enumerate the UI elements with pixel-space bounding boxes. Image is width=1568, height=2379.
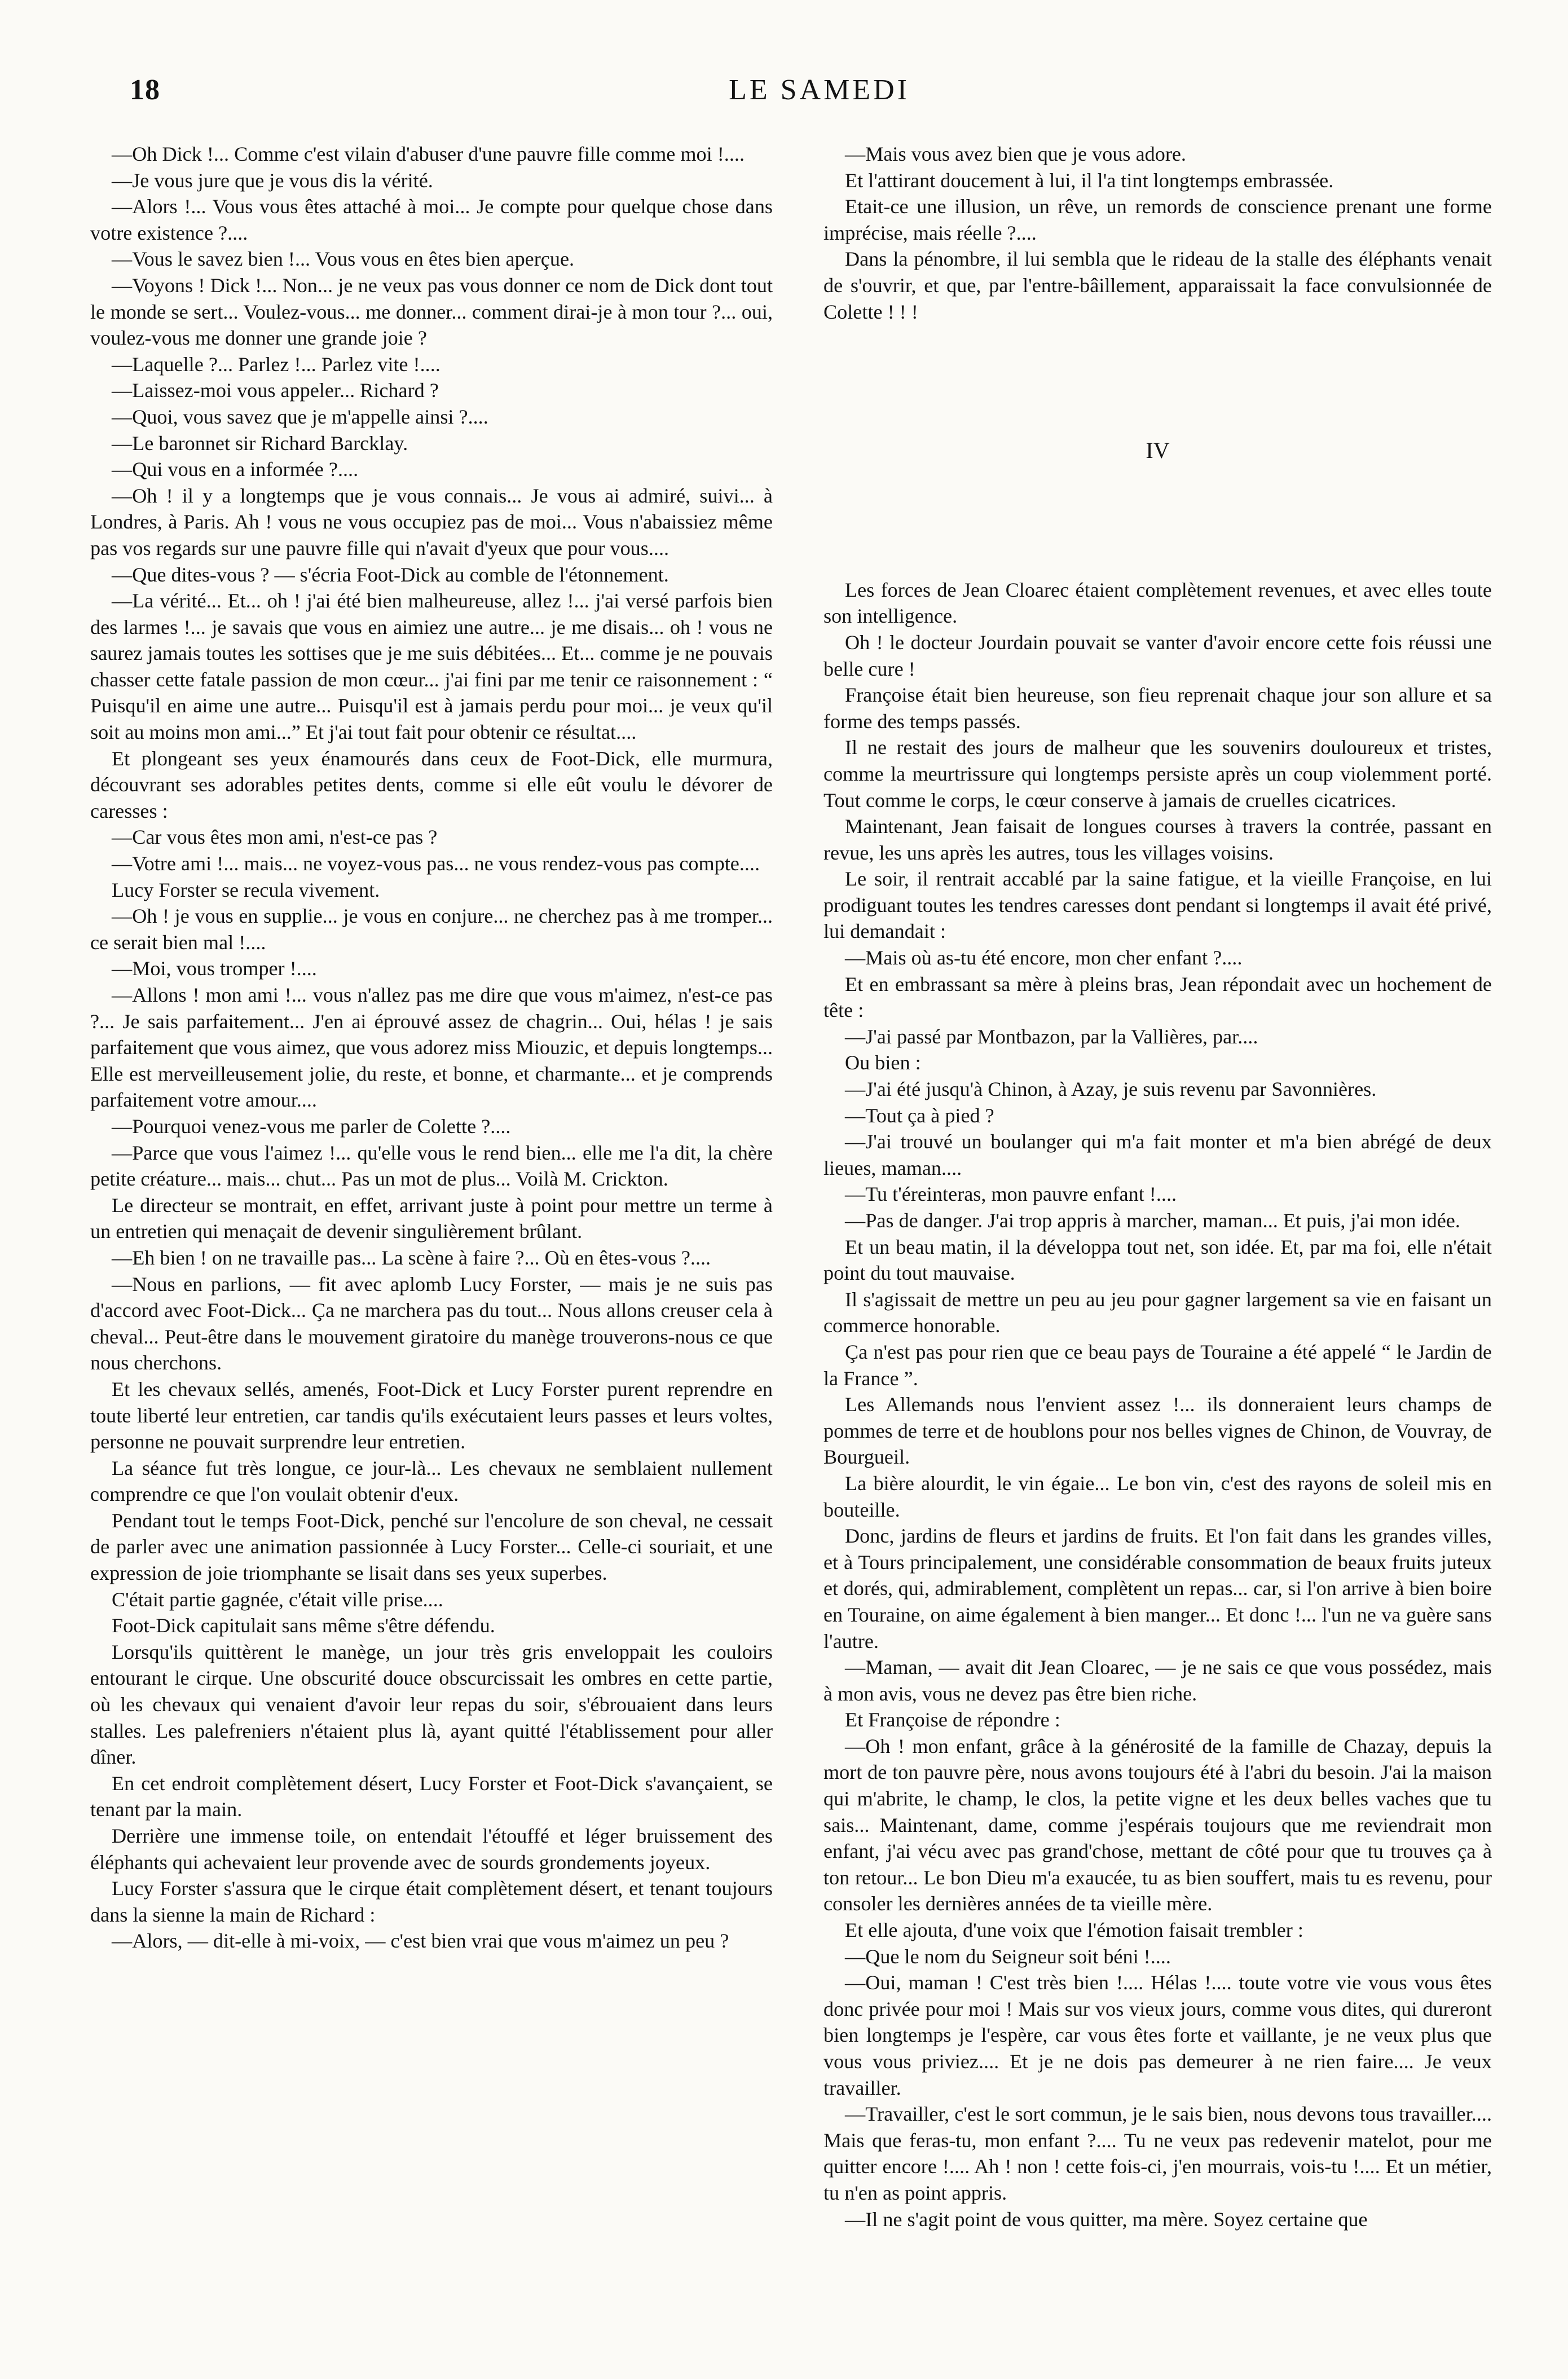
paragraph: Le directeur se montrait, en effet, arrivant juste à point pour mettre un terme à un entretien qui menaçait de devenir singulièrement brûlant. <box>90 1193 773 1243</box>
right-column-bottom <box>823 577 1492 2232</box>
paragraph: —Allons ! mon ami !... vous n'allez pas me dire que vous m'aimez, n'est-ce pas ?... Je sais parfaitement... J'en ai éprouvé assez de chagrin... Oui, hélas ! je sais parfaitement que vous aimez, que vous adorez miss Miouzic, et depuis longtemps... Elle est merveilleusement jolie, du reste, et bonne, et charmante... et je comprends parfaitement votre amour.... <box>90 984 773 1112</box>
paragraph: Pendant tout le temps Foot-Dick, penché sur l'encolure de son cheval, ne cessait de parler avec une animation passionnée à Lucy Forster... Celle-ci souriait, et une expression de joie triomphante se lisait dans ses yeux superbes. <box>90 1509 773 1585</box>
paragraph: Donc, jardins de fleurs et jardins de fruits. Et l'on fait dans les grandes villes, et à Tours principalement, une considérable consommation de beaux fruits juteux et dorés, qui, admirablement, complètent un repas... car, si l'on arrive à bien boire en Touraine, on aime également à bien manger... Et donc !... l'un ne va guère sans l'autre. <box>823 1525 1492 1653</box>
paragraph: Lorsqu'ils quittèrent le manège, un jour très gris enveloppait les couloirs entourant le cirque. Une obscurité douce obscurcissait les ombres en cette partie, où les chevaux qui venaient d'avoir leur repas du soir, s'ébrouaient dans leurs stalles. Les palefreniers n'étaient plus là, ayant quitté l'établissement pour aller dîner. <box>90 1640 773 1769</box>
paragraph: C'était partie gagnée, c'était ville prise.... <box>112 1588 443 1611</box>
paragraph: Et elle ajouta, d'une voix que l'émotion faisait trembler : <box>845 1919 1303 1942</box>
paragraph: —Car vous êtes mon ami, n'est-ce pas ? <box>112 826 438 849</box>
paragraph: Foot-Dick capitulait sans même s'être défendu. <box>112 1614 495 1637</box>
paragraph: —J'ai trouvé un boulanger qui m'a fait monter et m'a bien abrégé de deux lieues, maman.... <box>823 1130 1492 1179</box>
paragraph: —Tu t'éreinteras, mon pauvre enfant !.... <box>845 1183 1177 1206</box>
paragraph: Ou bien : <box>845 1051 921 1074</box>
paragraph: Il s'agissait de mettre un peu au jeu pour gagner largement sa vie en faisant un commerce honorable. <box>823 1288 1492 1337</box>
chapter-heading: IV <box>1146 438 1170 464</box>
paragraph: —Oh Dick !... Comme c'est vilain d'abuser d'une pauvre fille comme moi !.... <box>112 143 745 165</box>
right-column-top <box>823 141 1492 325</box>
paragraph: La séance fut très longue, ce jour-là... Les chevaux ne semblaient nullement comprendre ce que l'on voulait obtenir d'eux. <box>90 1456 773 1506</box>
paragraph: —Qui vous en a informée ?.... <box>112 458 359 481</box>
paragraph: Et en embrassant sa mère à pleins bras, Jean répondait avec un hochement de tête : <box>823 972 1492 1022</box>
paragraph: Et Françoise de répondre : <box>845 1708 1060 1732</box>
paragraph: Derrière une immense toile, on entendait l'étouffé et léger bruissement des éléphants qui achevaient leur provende avec de sourds grondements joyeux. <box>90 1825 773 1874</box>
paragraph: Oh ! le docteur Jourdain pouvait se vanter d'avoir encore cette fois réussi une belle cure ! <box>823 631 1492 680</box>
paragraph: La bière alourdit, le vin égaie... Le bon vin, c'est des rayons de soleil mis en bouteille. <box>823 1472 1492 1521</box>
paragraph: Et un beau matin, il la développa tout net, son idée. Et, par ma foi, elle n'était point du tout mauvaise. <box>823 1235 1492 1285</box>
paragraph: Ça n'est pas pour rien que ce beau pays de Touraine a été appelé “ le Jardin de la France ”. <box>823 1340 1492 1390</box>
paragraph: Françoise était bien heureuse, son fieu reprenait chaque jour son allure et sa forme des temps passés. <box>823 684 1492 733</box>
paragraph: —Que le nom du Seigneur soit béni !.... <box>845 1945 1171 1968</box>
paragraph: Dans la pénombre, il lui sembla que le rideau de la stalle des éléphants venait de s'ouvrir, et que, par l'entre-bâillement, apparaissait la face convulsionnée de Colette ! ! ! <box>823 248 1492 323</box>
paragraph: —La vérité... Et... oh ! j'ai été bien malheureuse, allez !... j'ai versé parfois bien des larmes !... je savais que vous en aimiez une autre... je me disais... oh ! vous ne saurez jamais toutes les sottises que je me suis débitées... Et... comme je ne pouvais chasser cette fatale passion de mon cœur... j'ai fini par me tenir ce raisonnement : “ Puisqu'il en aime une autre... Puisqu'il est à jamais perdu pour moi... je veux qu'il soit au moins mon ami...” Et j'ai tout fait pour obtenir ce résultat.... <box>90 589 773 744</box>
paragraph: —Il ne s'agit point de vous quitter, ma mère. Soyez certaine que <box>845 2208 1368 2231</box>
paragraph: —Que dites-vous ? — s'écria Foot-Dick au comble de l'étonnement. <box>112 563 669 586</box>
paragraph: Lucy Forster s'assura que le cirque était complètement désert, et tenant toujours dans la sienne la main de Richard : <box>90 1877 773 1926</box>
left-column <box>90 141 773 1954</box>
paragraph: —Oh ! je vous en supplie... je vous en conjure... ne cherchez pas à me tromper... ce serait bien mal !.... <box>90 905 773 954</box>
paragraph: —Quoi, vous savez que je m'appelle ainsi ?.... <box>112 405 488 428</box>
journal-title: LE SAMEDI <box>729 74 910 106</box>
paragraph: Maintenant, Jean faisait de longues courses à travers la contrée, passant en revue, les uns après les autres, tous les villages voisins. <box>823 815 1492 864</box>
paragraph: —Alors, — dit-elle à mi-voix, — c'est bien vrai que vous m'aimez un peu ? <box>112 1929 729 1953</box>
paragraph: —Nous en parlions, — fit avec aplomb Lucy Forster, — mais je ne suis pas d'accord avec Foot-Dick... Ça ne marchera pas du tout... Nous allons creuser cela à cheval... Peut-être dans le mouvement giratoire du manège trouverons-nous ce que nous cherchons. <box>90 1272 773 1374</box>
paragraph: —Vous le savez bien !... Vous vous en êtes bien aperçue. <box>112 248 575 271</box>
page-number: 18 <box>130 74 160 106</box>
paragraph: —Pourquoi venez-vous me parler de Colette ?.... <box>112 1114 511 1138</box>
paragraph: —Tout ça à pied ? <box>845 1104 994 1127</box>
paragraph: Et les chevaux sellés, amenés, Foot-Dick et Lucy Forster purent reprendre en toute liberté leur entretien, car tandis qu'ils exécutaient leurs passes et leurs voltes, personne ne pouvait surprendre leur entretien. <box>90 1377 773 1453</box>
paragraph: Lucy Forster se recula vivement. <box>112 878 380 901</box>
paragraph: Etait-ce une illusion, un rêve, un remords de conscience prenant une forme imprécise, mais réelle ?.... <box>823 195 1492 244</box>
paragraph: —Parce que vous l'aimez !... qu'elle vous le rend bien... elle me l'a dit, la chère petite créature... mais... chut... Pas un mot de plus... Voilà M. Crickton. <box>90 1141 773 1191</box>
paragraph: —Votre ami !... mais... ne voyez-vous pas... ne vous rendez-vous pas compte.... <box>112 852 760 875</box>
paragraph: Le soir, il rentrait accablé par la saine fatigue, et la vieille Françoise, en lui prodiguant toutes les tendres caresses dont pendant si longtemps il avait été privé, lui demandait : <box>823 867 1492 943</box>
paragraph: —J'ai été jusqu'à Chinon, à Azay, je suis revenu par Savonnières. <box>845 1078 1377 1101</box>
paragraph: —Voyons ! Dick !... Non... je ne veux pas vous donner ce nom de Dick dont tout le monde se sert... Voulez-vous... me donner... comment dirai-je à mon tour ?... oui, voulez-vous me donner une grande joie ? <box>90 274 773 350</box>
paragraph: —Maman, — avait dit Jean Cloarec, — je ne sais ce que vous possédez, mais à mon avis, vous ne devez pas être bien riche. <box>823 1656 1492 1705</box>
paragraph: En cet endroit complètement désert, Lucy Forster et Foot-Dick s'avançaient, se tenant par la main. <box>90 1772 773 1821</box>
paragraph: —Travailler, c'est le sort commun, je le sais bien, nous devons tous travailler.... Mais que feras-tu, mon enfant ?.... Tu ne veux pas redevenir matelot, pour me quitter encore !.... Ah ! non ! cette fois-ci, j'en mourrais, vois-tu !.... Et un métier, tu n'en as point appris. <box>823 2103 1492 2204</box>
right-column <box>823 141 1492 2232</box>
paragraph: —Oh ! il y a longtemps que je vous connais... Je vous ai admiré, suivi... à Londres, à Paris. Ah ! vous ne vous occupiez pas de moi... Vous n'abaissiez même pas vos regards sur une pauvre fille qui n'avait d'yeux que pour vous.... <box>90 484 773 559</box>
paragraph: —Moi, vous tromper !.... <box>112 957 317 980</box>
paragraph: —Le baronnet sir Richard Barcklay. <box>112 431 408 455</box>
paragraph: —Mais où as-tu été encore, mon cher enfant ?.... <box>845 946 1243 970</box>
paragraph: Les forces de Jean Cloarec étaient complètement revenues, et avec elles toute son intelligence. <box>823 578 1492 628</box>
paragraph: Et plongeant ses yeux énamourés dans ceux de Foot-Dick, elle murmura, découvrant ses adorables petites dents, comme si elle eût voulu le dévorer de caresses : <box>90 747 773 822</box>
page-header <box>130 73 1509 118</box>
paragraph: —Pas de danger. J'ai trop appris à marcher, maman... Et puis, j'ai mon idée. <box>845 1209 1460 1232</box>
paragraph: —Oui, maman ! C'est très bien !.... Hélas !.... toute votre vie vous vous êtes donc privée pour moi ! Mais sur vos vieux jours, comme vous dites, qui dureront bien longtemps je l'espère, car vous êtes forte et vaillante, je ne veux plus que vous vous priviez.... Et je ne dois pas demeurer à ne rien faire.... Je veux travailler. <box>823 1971 1492 2099</box>
paragraph: —Laissez-moi vous appeler... Richard ? <box>112 379 439 402</box>
paragraph: —Eh bien ! on ne travaille pas... La scène à faire ?... Où en êtes-vous ?.... <box>112 1246 711 1269</box>
paragraph: —Alors !... Vous vous êtes attaché à moi... Je compte pour quelque chose dans votre existence ?.... <box>90 195 773 244</box>
paragraph: Et l'attirant doucement à lui, il l'a tint longtemps embrassée. <box>845 169 1334 192</box>
paragraph: —Je vous jure que je vous dis la vérité. <box>112 169 433 192</box>
paragraph: —J'ai passé par Montbazon, par la Vallières, par.... <box>845 1025 1258 1048</box>
paragraph: —Oh ! mon enfant, grâce à la générosité de la famille de Chazay, depuis la mort de ton pauvre père, nous avons toujours été à l'abri du besoin. J'ai la maison qui m'abrite, le champ, le clos, la petite vigne et les deux belles vaches que tu sais... Maintenant, dame, comme j'espérais toujours que me reviendrait mon enfant, j'ai vécu avec pas grand'chose, mettant de côté pour que tu trouves ça à ton retour... Le bon Dieu m'a exaucée, tu as bien souffert, mais tu es revenu, pour consoler les dernières années de ta vieille mère. <box>823 1734 1492 1915</box>
paragraph: Il ne restait des jours de malheur que les souvenirs douloureux et tristes, comme la meurtrissure qui longtemps persiste après un coup violemment porté. Tout comme le corps, le cœur conserve à jamais de cruelles cicatrices. <box>823 736 1492 812</box>
paragraph: —Mais vous avez bien que je vous adore. <box>845 143 1186 165</box>
paragraph: Les Allemands nous l'envient assez !... ils donneraient leurs champs de pommes de terre et de houblons pour nos belles vignes de Chinon, de Vouvray, de Bourgueil. <box>823 1393 1492 1469</box>
paragraph: —Laquelle ?... Parlez !... Parlez vite !.... <box>112 353 441 376</box>
